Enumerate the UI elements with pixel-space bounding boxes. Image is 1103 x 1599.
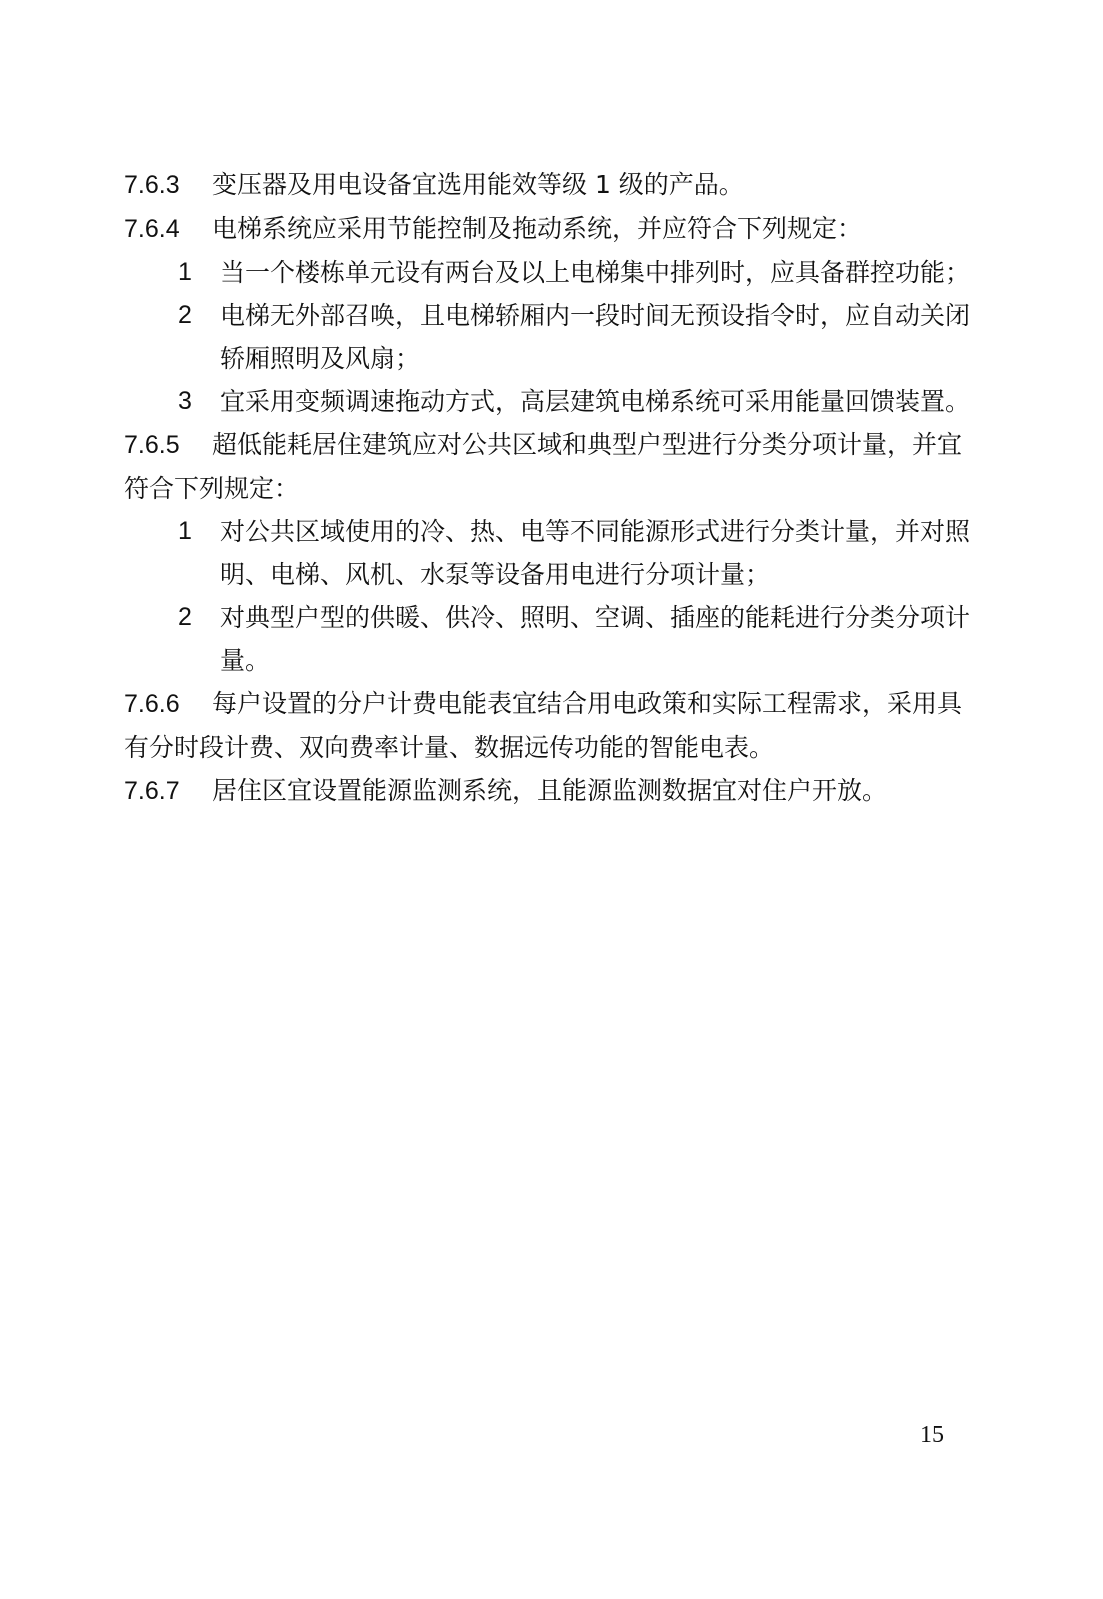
item-number: 2 — [178, 603, 192, 631]
item-text: 宜采用变频调速拖动方式，高层建筑电梯系统可采用能量回馈装置。 — [220, 387, 971, 416]
item-number: 3 — [178, 387, 192, 415]
clause-text: 电梯系统应采用节能控制及拖动系统，并应符合下列规定： — [212, 214, 863, 243]
item-number: 1 — [178, 258, 192, 286]
item-text: 当一个楼栋单元设有两台及以上电梯集中排列时，应具备群控功能； — [220, 258, 971, 287]
clause-number: 7.6.4 — [124, 215, 180, 243]
item-text: 对典型户型的供暖、供冷、照明、空调、插座的能耗进行分类分项计量。 — [220, 603, 971, 675]
clause-7-6-6 — [124, 682, 970, 769]
clause-text: 变压器及用电设备宜选用能效等级 1 级的产品。 — [212, 170, 744, 199]
item-number: 2 — [178, 301, 192, 329]
clause-7-6-5 — [124, 423, 970, 510]
clause-number: 7.6.6 — [124, 690, 180, 718]
item-text: 对公共区域使用的冷、热、电等不同能源形式进行分类计量，并对照明、电梯、风机、水泵等设备用电进行分项计量； — [220, 517, 971, 589]
clause-number: 7.6.3 — [124, 171, 180, 199]
list-item — [124, 251, 970, 294]
page-number: 15 — [920, 1422, 944, 1448]
clause-text: 超低能耗居住建筑应对公共区域和典型户型进行分类分项计量，并宜符合下列规定： — [124, 430, 963, 503]
clause-text: 居住区宜设置能源监测系统，且能源监测数据宜对住户开放。 — [212, 776, 888, 805]
list-item — [124, 380, 970, 423]
clause-7-6-3 — [124, 163, 970, 207]
item-text: 电梯无外部召唤，且电梯轿厢内一段时间无预设指令时，应自动关闭轿厢照明及风扇； — [220, 301, 971, 373]
list-item — [124, 510, 970, 596]
clause-7-6-4 — [124, 207, 970, 251]
clause-number: 7.6.7 — [124, 777, 180, 805]
clause-text: 每户设置的分户计费电能表宜结合用电政策和实际工程需求，采用具有分时段计费、双向费率计量、数据远传功能的智能电表。 — [124, 689, 963, 762]
item-number: 1 — [178, 517, 192, 545]
clause-number: 7.6.5 — [124, 431, 180, 459]
clause-body — [124, 163, 970, 813]
list-item — [124, 596, 970, 682]
list-item — [124, 294, 970, 380]
clause-7-6-7 — [124, 769, 970, 813]
